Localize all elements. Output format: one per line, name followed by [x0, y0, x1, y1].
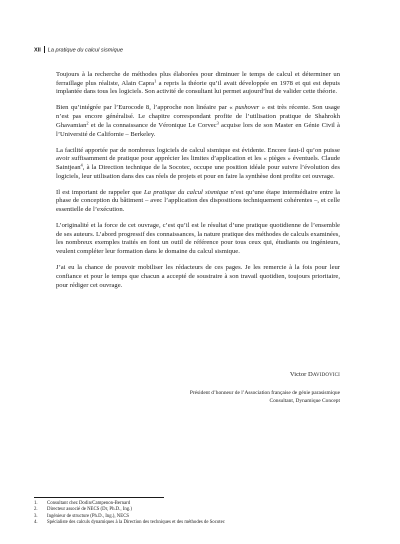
footnote-text: Spécialiste des calculs dynamiques à la Direction des techniques et des méthodes de Socotec	[47, 519, 225, 525]
footnote-text: Consultant chez Dodin/Campenon-Bernard	[47, 501, 131, 506]
affiliation-line: Président d’honneur de l’Association française de génie parasismique	[189, 390, 340, 396]
italic-term: pushover	[235, 104, 260, 112]
paragraph-text: » est très récente. Son usage n’est pas encore généralisé. Le chapitre correspondant profite de l’utilisation pratique de Shahrokh Ghavamian	[56, 104, 340, 129]
header-divider	[44, 46, 45, 53]
footnote-ref: 4	[80, 162, 83, 168]
paragraph-text: a repris la théorie qu’il avait développée en 1978 et qui est depuis implantée dans tous les logiciels. Son activité de consultant lui permet aujourd’hui de valider cette théorie.	[56, 79, 340, 96]
footnote	[34, 520, 364, 526]
italic-title: La pratique du calcul sismique	[144, 188, 229, 196]
signature-last-name: Davidovici	[307, 371, 340, 378]
footnote-ref: 2	[86, 120, 89, 126]
footnote-rule	[34, 497, 164, 498]
footnotes	[34, 501, 364, 526]
footnote-ref: 3	[216, 120, 219, 126]
footnote-number: 2.	[34, 507, 38, 513]
paragraph-text: et de la connaissance de Véronique Le Corvec	[88, 121, 217, 129]
footnote-ref: 1	[154, 78, 157, 84]
paragraph-3	[56, 147, 340, 182]
paragraph-text: Bien qu’intégrée par l’Eurocode 8, l’approche non linéaire par «	[56, 104, 236, 112]
preface-body	[56, 71, 340, 298]
footnote-number: 1.	[34, 501, 38, 506]
paragraph-text: , à la Direction technique de la Socotec, occupe une position idéale pour suivre l’évolution des logiciels, leur utilisation dans des cas réels de projets et pour en faire la synthèse dont profite cet ouvrage.	[56, 163, 340, 180]
paragraph-text: Il est important de rappeler que	[56, 188, 144, 196]
signature-affiliation	[40, 390, 340, 405]
footnote-number: 4.	[34, 519, 38, 525]
running-header	[34, 46, 123, 55]
paragraph-1	[56, 71, 340, 97]
paragraph-text: n’est qu’une étape intermédiaire entre la phase de conception du bâtiment – avec l’application des dispositions techniquement cohérentes –, et celle essentielle de l’exécution.	[56, 188, 340, 214]
running-title: La pratique du calcul sismique	[47, 47, 123, 54]
footnote-number: 3.	[34, 513, 38, 519]
signature	[290, 371, 340, 380]
signature-first-name: Victor	[289, 371, 307, 378]
paragraph-text: La facilité apportée par de nombreux logiciels de calcul sismique est évidente. Encore faut-il qu’on puisse avoir suffisamment de pratique pour apprécier les limites d’application et les « pièges » éventuels. Claude Saintjean	[56, 146, 340, 171]
affiliation-line: Consultant, Dynamique Concept	[269, 397, 340, 404]
paragraph-2	[56, 104, 340, 139]
paragraph-5: L’originalité et la force de cet ouvrage, c’est qu’il est le résultat d’une pratique quotidienne de l’ensemble de ses auteurs. L’abord progressif des connaissances, la nature pratique des méthodes de calculs examinées, les nombreux exemples traités en font un outil de référence pour tous ceux qui, étudiants ou ingénieurs, veulent compléter leur formation dans le domaine du calcul sismique.	[56, 222, 340, 256]
paragraph-text: Toujours à la recherche de méthodes plus élaborées pour diminuer le temps de calcul et déterminer un ferraillage plus réaliste, Alain Capra	[56, 71, 340, 87]
paragraph-6: J’ai eu la chance de pouvoir mobiliser les rédacteurs de ces pages. Je les remercie à la fois pour leur confiance et pour le temps que chacun a accepté de soustraire à son travail quotidien, toujours prioritaire, pour rédiger cet ouvrage.	[56, 264, 340, 289]
page-number: XII	[34, 47, 41, 54]
footnote-text: Ingénieur de structure (Ph.D., Ing.), NECS	[47, 513, 130, 519]
paragraph-4	[56, 189, 340, 215]
footnote-text: Directeur associé de NECS (Dr, Ph.D., Ing.)	[47, 507, 132, 513]
paragraph-text: acquise lors de son Master en Génie Civil à l’Université de Californie – Berkeley.	[56, 121, 340, 138]
